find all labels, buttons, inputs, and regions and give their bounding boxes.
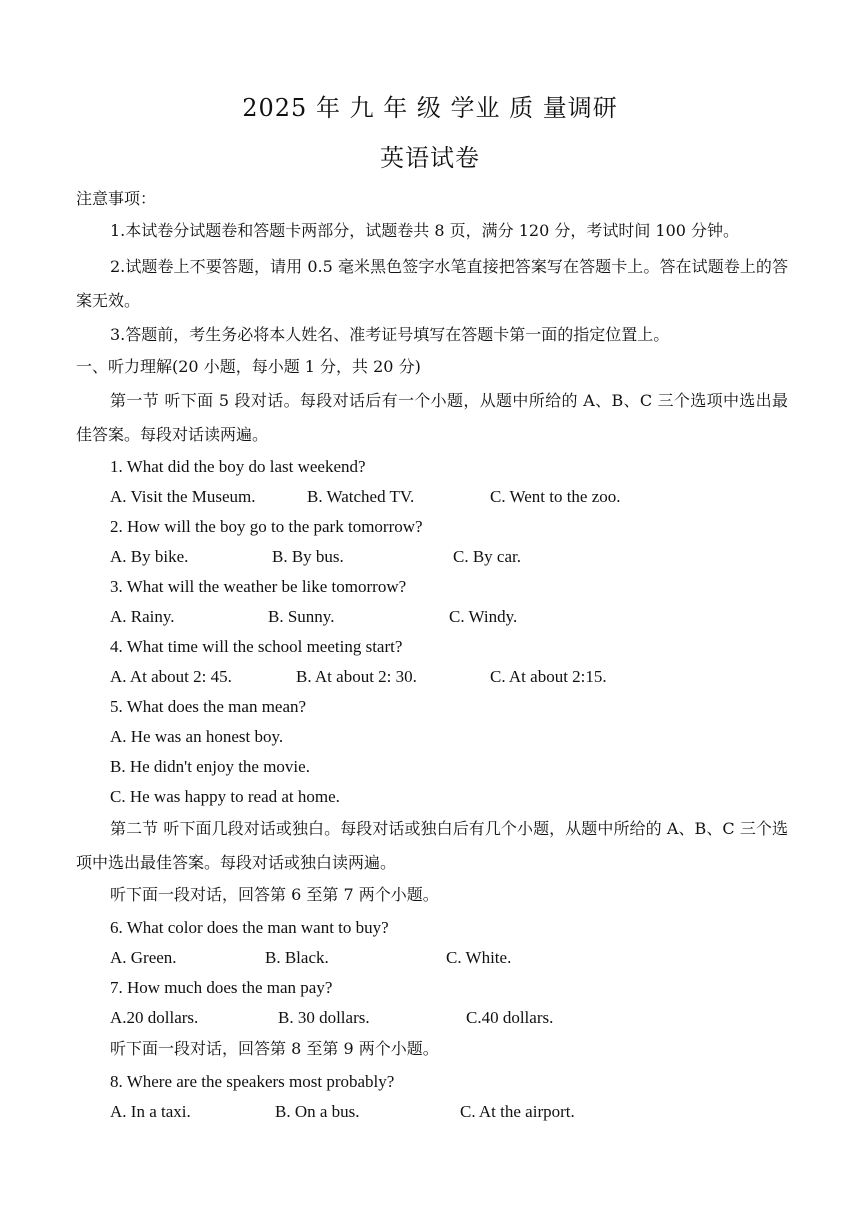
question-2-options bbox=[110, 546, 822, 568]
q2-option-c: C. By car. bbox=[453, 547, 521, 566]
q3-option-a: A. Rainy. bbox=[110, 607, 175, 626]
question-7-options bbox=[110, 1007, 822, 1029]
question-8: 8. Where are the speakers most probably? bbox=[110, 1072, 395, 1091]
q2-option-a: A. By bike. bbox=[110, 547, 189, 566]
question-4: 4. What time will the school meeting start? bbox=[110, 637, 403, 656]
q4-option-b: B. At about 2: 30. bbox=[296, 667, 417, 686]
q1-option-b: B. Watched TV. bbox=[307, 487, 415, 506]
question-1-options bbox=[110, 486, 822, 508]
notice-item-1: 1.本试卷分试题卷和答题卡两部分，试题卷共 8 页，满分 120 分，考试时间 100 分钟。 bbox=[110, 221, 740, 240]
question-6-options bbox=[110, 947, 822, 969]
page-title: 2025 年 九 年 级 学业 质 量调研 bbox=[242, 94, 618, 122]
question-8-options bbox=[110, 1101, 822, 1123]
q1-option-c: C. Went to the zoo. bbox=[490, 487, 621, 506]
q6-option-a: A. Green. bbox=[110, 948, 177, 967]
q3-option-b: B. Sunny. bbox=[268, 607, 335, 626]
question-4-options bbox=[110, 666, 822, 688]
notice-item-2: 2.试题卷上不要答题，请用 0.5 毫米黑色签字水笔直接把答案写在答题卡上。答在试题卷上的答案无效。 bbox=[76, 257, 788, 310]
question-3: 3. What will the weather be like tomorrow? bbox=[110, 577, 407, 596]
q7-option-b: B. 30 dollars. bbox=[278, 1008, 370, 1027]
question-2: 2. How will the boy go to the park tomorrow? bbox=[110, 517, 423, 536]
question-6: 6. What color does the man want to buy? bbox=[110, 918, 389, 937]
q8-option-b: B. On a bus. bbox=[275, 1102, 360, 1121]
q8-option-a: A. In a taxi. bbox=[110, 1102, 191, 1121]
question-7: 7. How much does the man pay? bbox=[110, 978, 333, 997]
part2-instruction: 第二节 听下面几段对话或独白。每段对话或独白后有几个小题，从题中所给的 A、B、C 三个选项中选出最佳答案。每段对话或独白读两遍。 bbox=[76, 819, 788, 872]
dialog-6-7-note: 听下面一段对话，回答第 6 至第 7 两个小题。 bbox=[110, 885, 439, 904]
q7-option-a: A.20 dollars. bbox=[110, 1008, 199, 1027]
q4-option-c: C. At about 2:15. bbox=[490, 667, 607, 686]
q7-option-c: C.40 dollars. bbox=[466, 1008, 554, 1027]
q4-option-a: A. At about 2: 45. bbox=[110, 667, 232, 686]
question-1: 1. What did the boy do last weekend? bbox=[110, 457, 366, 476]
question-3-options bbox=[110, 606, 822, 628]
question-5: 5. What does the man mean? bbox=[110, 697, 307, 716]
q6-option-b: B. Black. bbox=[265, 948, 329, 967]
q5-option-c: C. He was happy to read at home. bbox=[110, 787, 340, 806]
q6-option-c: C. White. bbox=[446, 948, 512, 967]
page-subtitle: 英语试卷 bbox=[380, 144, 480, 172]
q1-option-a: A. Visit the Museum. bbox=[110, 487, 256, 506]
notice-item-3: 3.答题前，考生务必将本人姓名、准考证号填写在答题卡第一面的指定位置上。 bbox=[110, 325, 670, 344]
part1-instruction: 第一节 听下面 5 段对话。每段对话后有一个小题，从题中所给的 A、B、C 三个选项中选出最佳答案。每段对话读两遍。 bbox=[76, 391, 788, 444]
dialog-8-9-note: 听下面一段对话，回答第 8 至第 9 两个小题。 bbox=[110, 1039, 439, 1058]
notice-heading: 注意事项： bbox=[76, 189, 157, 208]
q2-option-b: B. By bus. bbox=[272, 547, 344, 566]
q5-option-b: B. He didn't enjoy the movie. bbox=[110, 757, 310, 776]
q8-option-c: C. At the airport. bbox=[460, 1102, 575, 1121]
q3-option-c: C. Windy. bbox=[449, 607, 518, 626]
section-heading: 一、听力理解(20 小题，每小题 1 分，共 20 分) bbox=[76, 357, 421, 376]
q5-option-a: A. He was an honest boy. bbox=[110, 727, 284, 746]
